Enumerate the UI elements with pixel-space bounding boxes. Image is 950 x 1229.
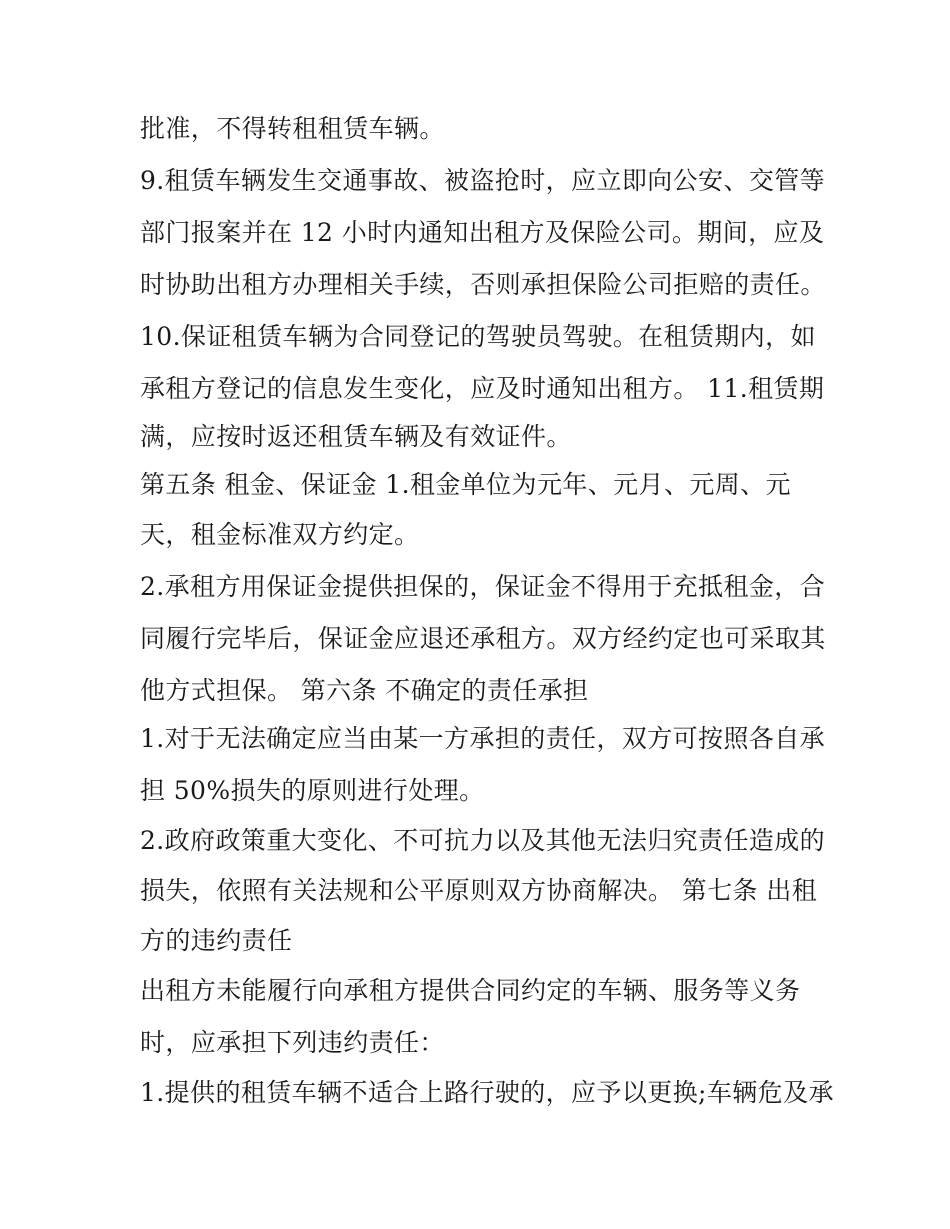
text-line: 出租方未能履行向承租方提供合同约定的车辆、服务等义务: [140, 976, 801, 1005]
text-line: 承租方登记的信息发生变化，应及时通知出租方。 11.租赁期: [140, 374, 825, 403]
text-line: 担 50%损失的原则进行处理。: [140, 776, 485, 805]
text-line: 满，应按时返还租赁车辆及有效证件。: [140, 422, 572, 451]
text-line: 时，应承担下列违约责任：: [140, 1028, 445, 1057]
text-line: 他方式担保。 第六条 不确定的责任承担: [140, 676, 589, 705]
text-line: 9.租赁车辆发生交通事故、被盗抢时，应立即向公安、交管等: [140, 166, 826, 195]
text-line: 方的违约责任: [140, 926, 293, 955]
text-line: 天，租金标准双方约定。: [140, 520, 420, 549]
text-line: 部门报案并在 12 小时内通知出租方及保险公司。期间，应及: [140, 218, 825, 247]
text-line: 2.承租方用保证金提供担保的，保证金不得用于充抵租金，合: [140, 572, 826, 601]
text-line: 第五条 租金、保证金 1.租金单位为元年、元月、元周、元: [140, 470, 791, 499]
text-line: 1.提供的租赁车辆不适合上路行驶的，应予以更换;车辆危及承: [140, 1078, 834, 1107]
text-line: 损失，依照有关法规和公平原则双方协商解决。 第七条 出租: [140, 876, 818, 905]
text-line: 时协助出租方办理相关手续，否则承担保险公司拒赔的责任。: [140, 270, 826, 299]
text-line: 2.政府政策重大变化、不可抗力以及其他无法归究责任造成的: [140, 826, 826, 855]
text-line: 批准，不得转租租赁车辆。: [140, 114, 445, 143]
text-line: 1.对于无法确定应当由某一方承担的责任，双方可按照各自承: [140, 724, 826, 753]
text-line: 10.保证租赁车辆为合同登记的驾驶员驾驶。在租赁期内，如: [140, 322, 816, 351]
text-line: 同履行完毕后，保证金应退还承租方。双方经约定也可采取其: [140, 624, 826, 653]
